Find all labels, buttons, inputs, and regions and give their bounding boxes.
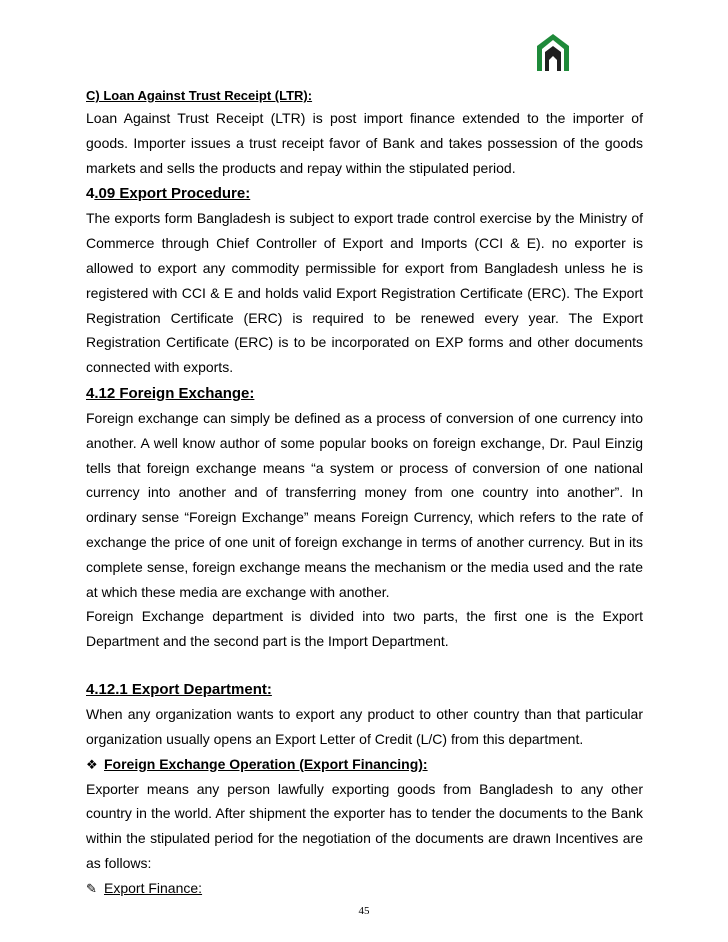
page-number: 45	[358, 905, 370, 917]
export-procedure-heading	[86, 182, 643, 206]
ltr-paragraph: Loan Against Trust Receipt (LTR) is post import finance extended to the importer of goods. Importer issues a trust receipt favor of Bank and takes possession of the goods markets and sells the products and repay within the stipulated period.	[86, 110, 643, 176]
export-department-heading	[86, 678, 643, 702]
export-finance-heading: Export Finance:	[104, 879, 203, 896]
foreign-exchange-paragraph-2: Foreign Exchange department is divided into two parts, the first one is the Export Department and the second part is the Import Department.	[86, 608, 643, 650]
foreign-exchange-paragraph: Foreign exchange can simply be defined as a process of conversion of one currency into another. A well know author of some popular books on foreign exchange, Dr. Paul Einzig tells that foreign exchange means “a system or process of conversion of one national currency into another and of transferring money from one country into another”. In ordinary sense “Foreign Exchange” means Foreign Currency, which refers to the rate of exchange the price of one unit of foreign exchange in terms of another currency. But in its complete sense, foreign exchange means the mechanism or the media used and the rate at which these media are exchange with another.	[86, 409, 643, 600]
export-procedure-title: .09 Export Procedure:	[94, 185, 251, 203]
foreign-exchange-heading	[86, 382, 643, 406]
export-department-paragraph: When any organization wants to export any product to other country than that particular organization usually opens an Export Letter of Credit (L/C) from this department.	[86, 705, 643, 747]
export-finance-bullet	[86, 876, 643, 901]
spacer	[86, 654, 643, 678]
leaf-bullet-icon: ✎	[86, 880, 97, 896]
export-department-title: 4.12.1 Export Department:	[86, 680, 272, 698]
export-financing-bullet	[86, 752, 643, 777]
document-body	[86, 86, 643, 901]
export-financing-heading: Foreign Exchange Operation (Export Financing):	[104, 755, 428, 772]
foreign-exchange-title: 4.12 Foreign Exchange:	[86, 384, 255, 402]
bank-logo-icon	[533, 30, 573, 72]
ltr-heading: C) Loan Against Trust Receipt (LTR):	[86, 88, 313, 103]
export-procedure-paragraph: The exports form Bangladesh is subject to export trade control exercise by the Ministry of Commerce through Chief Controller of Export and Imports (CCI & E). no exporter is allowed to export any commodity permissible for export from Bangladesh unless he is registered with CCI & E and holds valid Export Registration Certificate (ERC). The Export Registration Certificate (ERC) is required to be renewed every year. The Export Registration Certificate (ERC) is to be incorporated on EXP forms and other documents connected with exports.	[86, 210, 643, 376]
diamond-bullet-icon: ❖	[86, 756, 98, 772]
export-financing-paragraph: Exporter means any person lawfully exporting goods from Bangladesh to any other country in the world. After shipment the exporter has to tender the documents to the Bank within the stipulated period for the negotiation of the documents are drawn Incentives are as follows:	[86, 780, 643, 871]
export-procedure-number: 4	[86, 185, 95, 203]
